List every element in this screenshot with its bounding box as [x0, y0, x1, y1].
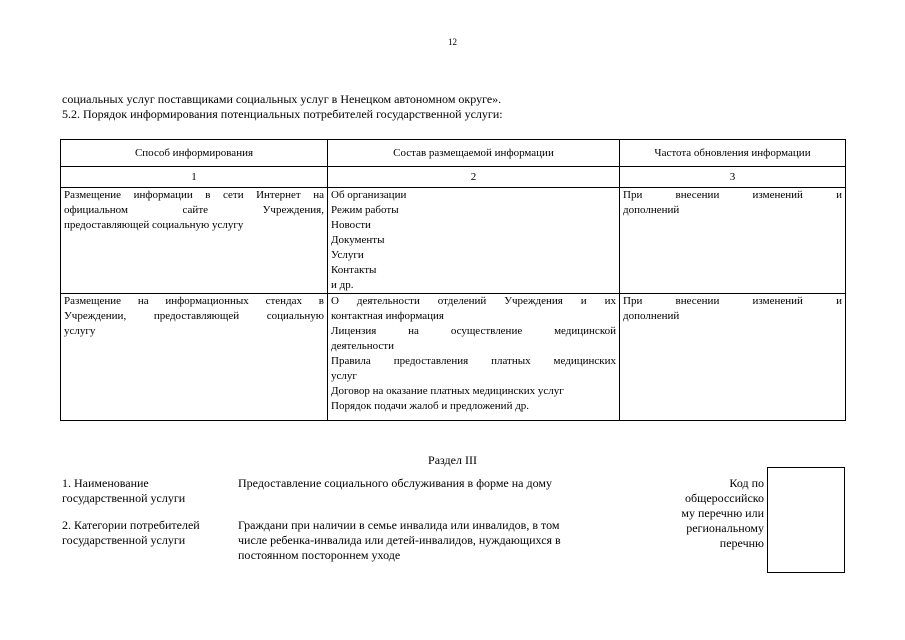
row1-content-line: Режим работы — [331, 204, 399, 216]
consumers-label — [62, 518, 232, 548]
row1-method-line: Размещение информации в сети Интернет на — [64, 189, 324, 201]
row2-method-line: услугу — [64, 325, 96, 337]
row1-content-line: Документы — [331, 234, 385, 246]
consumers-value-line: числе ребенка-инвалида или детей-инвалидов, нуждающихся в — [238, 533, 561, 547]
row2-frequency — [620, 294, 846, 421]
row2-frequency-line: дополнений — [623, 310, 680, 322]
row1-frequency-line: дополнений — [623, 204, 680, 216]
code-label — [660, 476, 764, 551]
code-label-line: му перечню или — [681, 506, 764, 520]
row2-content — [328, 294, 620, 421]
row1-content-line: и др. — [331, 279, 354, 291]
consumers-label-line: 2. Категории потребителей — [62, 518, 200, 532]
intro-line-1: социальных услуг поставщиками социальных услуг в Ненецком автономном округе». — [62, 92, 502, 106]
page-number: 12 — [448, 37, 457, 47]
row1-method-line: официальном сайте Учреждения, — [64, 204, 324, 216]
row1-method — [61, 188, 328, 294]
row1-method-line: предоставляющей социальную услугу — [64, 219, 244, 231]
consumers-label-line: государственной услуги — [62, 533, 186, 547]
table-header-row — [61, 140, 846, 167]
header-content: Состав размещаемой информации — [328, 140, 620, 167]
row1-content-line: Об организации — [331, 189, 407, 201]
consumers-value — [238, 518, 638, 563]
code-label-line: Код по — [729, 476, 764, 490]
row2-content-line: Порядок подачи жалоб и предложений др. — [331, 400, 530, 412]
row1-frequency-line: При внесении изменений и — [623, 189, 842, 201]
row1-content-line: Новости — [331, 219, 371, 231]
row2-content-line: Лицензия на осуществление медицинской — [331, 325, 616, 337]
col-number-3: 3 — [620, 167, 846, 188]
row1-frequency — [620, 188, 846, 294]
section-title: Раздел III — [428, 453, 477, 467]
row2-content-line: О деятельности отделений Учреждения и их — [331, 295, 616, 307]
service-name-label-line: государственной услуги — [62, 491, 186, 505]
consumers-value-line: постоянном постороннем уходе — [238, 548, 401, 562]
table-number-row — [61, 167, 846, 188]
service-name-label — [62, 476, 232, 506]
table-row — [61, 188, 846, 294]
row2-content-line: услуг — [331, 370, 357, 382]
header-frequency: Частота обновления информации — [620, 140, 846, 167]
consumers-value-line: Граждани при наличии в семье инвалида или инвалидов, в том — [238, 518, 560, 532]
row2-method — [61, 294, 328, 421]
col-number-2: 2 — [328, 167, 620, 188]
code-label-line: региональному — [686, 521, 764, 535]
row2-method-line: Учреждении, предоставляющей социальную — [64, 310, 324, 322]
code-label-line: общероссийско — [684, 491, 764, 505]
information-table — [60, 139, 846, 421]
service-name-label-line: 1. Наименование — [62, 476, 149, 490]
code-box — [767, 467, 845, 573]
code-label-line: перечню — [719, 536, 764, 550]
col-number-1: 1 — [61, 167, 328, 188]
service-name-value: Предоставление социального обслуживания в форме на дому — [238, 476, 552, 490]
row2-content-line: деятельности — [331, 340, 394, 352]
row1-content-line: Услуги — [331, 249, 364, 261]
row2-content-line: Договор на оказание платных медицинских услуг — [331, 385, 564, 397]
row2-content-line: контактная информация — [331, 310, 444, 322]
intro-text — [62, 92, 842, 122]
intro-line-2: 5.2. Порядок информирования потенциальных потребителей государственной услуги: — [62, 107, 503, 121]
row2-method-line: Размещение на информационных стендах в — [64, 295, 324, 307]
table-row — [61, 294, 846, 421]
row2-content-line: Правила предоставления платных медицинских — [331, 355, 616, 367]
row1-content — [328, 188, 620, 294]
header-method: Способ информирования — [61, 140, 328, 167]
row2-frequency-line: При внесении изменений и — [623, 295, 842, 307]
row1-content-line: Контакты — [331, 264, 377, 276]
